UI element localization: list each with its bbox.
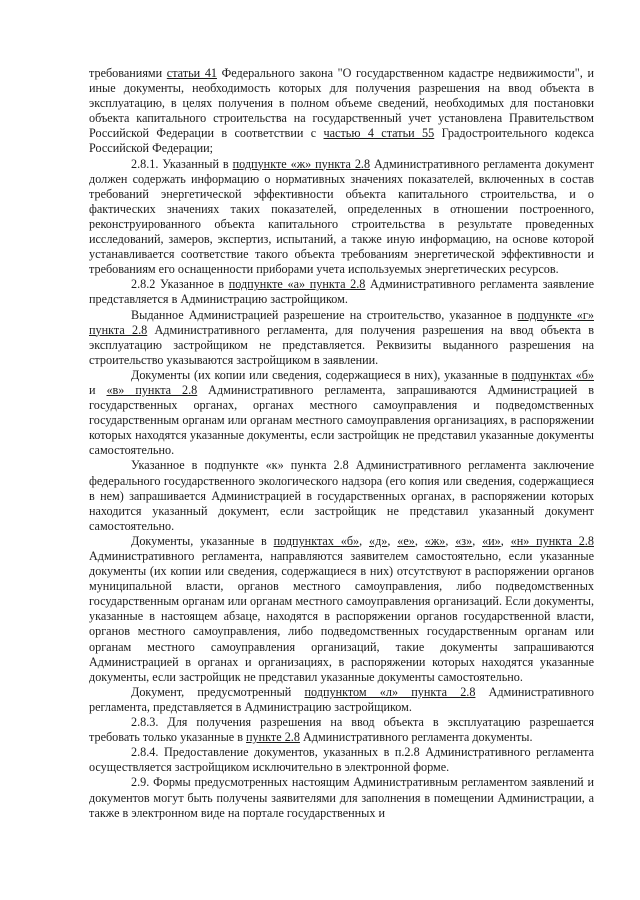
paragraph-text: Административного регламента, направляются заявителем самостоятельно, если указанные документы (их копии или сведения, содержащиеся в них) отсутствуют в распоряжении органов муниципальной власти, органов местного самоуправления, либо подведомственных государственным органам или органам местного самоуправления организаций. Если документы, указанные в настоящем абзаце, находятся в распоряжении органов государственной власти, органов местного самоуправления, либо подведомственных государственным органам или органам местного самоуправления организаций, такие документы запрашиваются Администрацией в органах и организациях, в распоряжении которых находятся указанные документы, если застройщик не представил указанные документы самостоятельно. [89,549,594,684]
paragraph [89,534,594,685]
legal-reference-link[interactable]: подпункте «г» пункта 2.8 [89,307,594,337]
legal-reference-link[interactable]: подпункте «а» пункта 2.8 [228,277,366,292]
paragraph-text: , [387,533,398,548]
paragraph [89,308,594,368]
paragraph-text: 2.8.1. Указанный в [131,156,233,171]
paragraph-text: Административного регламента заявление представляется в Администрацию застройщиком. [89,277,594,307]
legal-reference-link[interactable]: подпункте «ж» пункта 2.8 [232,156,371,171]
legal-reference-link[interactable]: «ж» [424,533,446,548]
paragraph-text: Федерального закона "О государственном кадастре недвижимости", и иные документы, необходимость которых для получения разрешения на ввод объекта в эксплуатацию, в целях получения в полном объеме сведений, необходимых для постановки объекта капитального строительства на государственный учет установлена Правительством Российской Федерации в соответствии с [89,66,594,141]
paragraph [89,775,594,820]
paragraph [89,277,594,307]
paragraph-text: , [445,533,456,548]
paragraph [89,368,594,459]
paragraph-text: 2.8.2 Указанное в [131,277,229,292]
paragraph [89,715,594,745]
paragraph [89,66,594,157]
paragraph-text: Административного регламента документ должен содержать информацию о нормативных значениях показателей, включенных в состав требований энергетической эффективности объекта капитального строительства, и о фактических значениях таких показателей, определенных в отношении построенного, реконструированного объекта капитального строительства в результате проведенных исследований, замеров, экспертиз, испытаний, а также иную информацию, на основе которой устанавливается соответствие такого объекта требованиям энергетической эффективности и требованиям его оснащенности приборами учета используемых энергетических ресурсов. [89,156,595,277]
paragraph-text: Документы, указанные в [131,533,274,548]
paragraph-text: Документ, предусмотренный [131,684,305,699]
paragraph-text: , [472,533,483,548]
paragraph-text: Административного регламента, запрашиваются Администрацией в государственных органах, органах местного самоуправления и подведомственных государственным органам или органам местного самоуправления организациях, в распоряжении которых находятся указанные документы, если застройщик не представил указанные документы самостоятельно. [89,382,594,458]
legal-reference-link[interactable]: подпунктах «б» [273,533,360,548]
legal-reference-link[interactable]: «е» [397,533,415,548]
paragraph-text: Административного регламента, для получения разрешения на ввод объекта в эксплуатацию застройщиком не представляется. Реквизиты выданного разрешения на строительство указываются застройщиком в заявлении. [89,322,594,367]
legal-reference-link[interactable]: «д» [369,533,388,548]
paragraph-text: 2.8.3. Для получения разрешения на ввод объекта в эксплуатацию разрешается требовать только указанные в [89,715,594,745]
legal-reference-link[interactable]: статьи 41 [166,66,218,80]
paragraph-text: Документы (их копии или сведения, содержащиеся в них), указанные в [131,367,512,382]
paragraph-text: 2.8.4. Предоставление документов, указанных в п.2.8 Административного регламента осуществляется застройщиком исключительно в электронной форме. [89,745,594,775]
paragraph-text: Административного регламента документы. [299,730,533,745]
paragraph [89,685,594,715]
paragraph-text: , [359,533,369,548]
legal-reference-link[interactable]: подпунктом «л» пункта 2.8 [304,684,476,699]
paragraph [89,458,594,533]
paragraph [89,157,594,278]
paragraph [89,745,594,775]
paragraph-text: Градостроительного кодекса Российской Федерации; [89,126,594,156]
paragraph-text: Указанное в подпункте «к» пункта 2.8 Административного регламента заключение федерального государственного экологического надзора (его копия или сведения, содержащиеся в нем) запрашивается Администрацией в государственных органах, в распоряжении которых находится указанный документ, если застройщик не представил указанный документ самостоятельно. [89,458,594,533]
paragraph-text: Административного регламента, представляется в Администрацию застройщиком. [89,684,594,714]
paragraph-text: требованиями [89,66,167,80]
legal-reference-link[interactable]: частью 4 статьи 55 [323,126,435,141]
paragraph-text: Выданное Администрацией разрешение на строительство, указанное в [131,307,518,322]
legal-reference-link[interactable]: пункте 2.8 [246,730,300,745]
legal-reference-link[interactable]: подпунктах «б» [511,367,594,382]
legal-reference-link[interactable]: «и» [482,533,501,548]
paragraph-text: , [414,533,425,548]
legal-reference-link[interactable]: «з» [455,533,473,548]
paragraph-text: , [500,533,511,548]
paragraph-text: 2.9. Формы предусмотренных настоящим Административным регламентом заявлений и документов могут быть получены заявителями для заполнения в помещении Администрации, а также в электронном виде на портале государственных и [89,775,594,820]
paragraph-text: и [89,382,107,397]
legal-reference-link[interactable]: «в» пункта 2.8 [106,382,198,397]
legal-reference-link[interactable]: «н» пункта 2.8 [510,533,594,548]
